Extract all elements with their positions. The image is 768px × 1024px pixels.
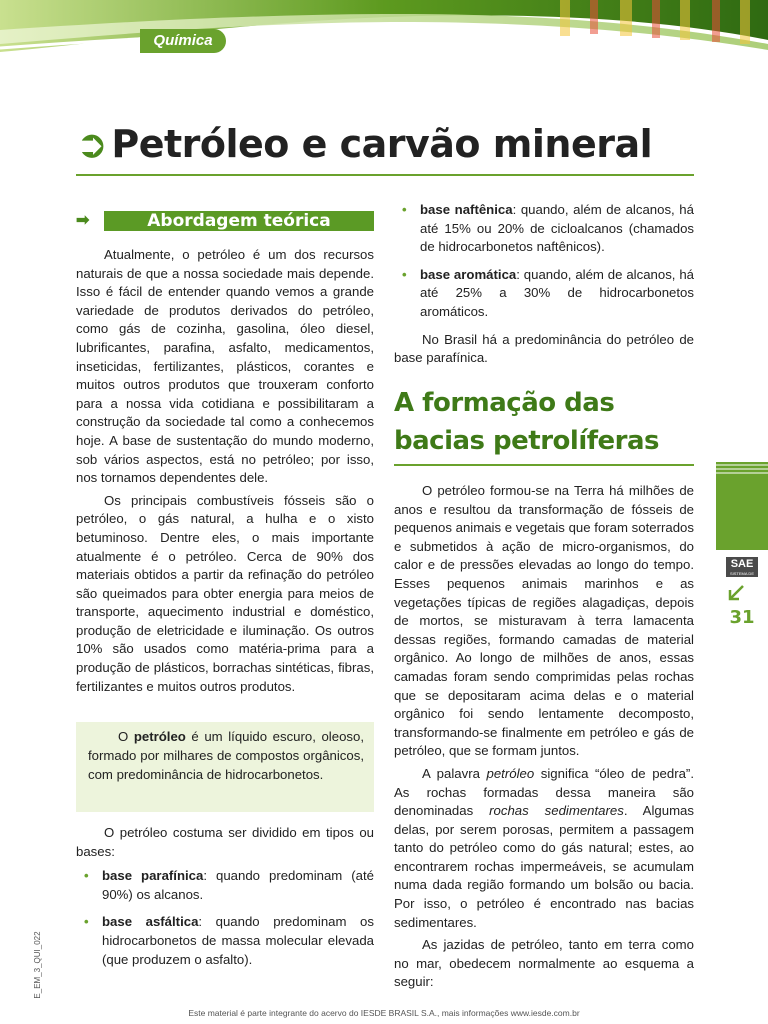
text-run: A palavra	[422, 765, 487, 781]
header-banner	[0, 0, 768, 62]
paragraph: Os principais combustíveis fósseis são o petróleo, o gás natural, a hulha e o xisto betuminoso. Dentre eles, o mais importante atualmente é o petróleo. Cerca de 90% dos materiais obtidos a partir da refinação do petróleo são queimados para obter energia para meios de transporte, aquecimento industrial e doméstico, produção de eletricidade e iluminação. Os outros 10% são usados como matéria-prima para a produção de plásticos, borrachas sintéticas, fibras, fertilizantes e muitos outros produtos.	[76, 492, 374, 694]
right-column-top	[394, 201, 694, 368]
type-desc: : quando predominam os hidrocarbonetos de massa molecular elevada (que produzem o asfalto).	[102, 914, 374, 967]
left-column	[76, 246, 374, 696]
arrow-right-icon: ➲	[76, 122, 108, 166]
paragraph	[394, 765, 694, 932]
right-column-formation	[394, 482, 694, 992]
text-run: significa “óleo de pedra”. As rochas formadas dessa maneira são denominadas	[394, 765, 694, 819]
type-desc: : quando predominam (até 90%) os alcanos.	[102, 868, 374, 902]
arrow-right-icon: ➡	[76, 212, 90, 229]
subsection-title: A formação das bacias petrolíferas	[394, 388, 660, 456]
chapter-title	[76, 116, 696, 172]
side-tab-stripes	[716, 462, 768, 476]
bullet-icon: •	[84, 868, 89, 884]
section-heading	[76, 211, 374, 231]
sae-logo-subtext: SISTEMA DE ENSINO	[729, 571, 754, 581]
sae-logo	[726, 557, 758, 581]
paragraph: O petróleo formou-se na Terra há milhões de anos e resultou da transformação de fósseis de pequenos animais e vegetais que foram soterrados e submetidos à ação de micro-organismos, do calor e de pressões elevadas ao longo do tempo. Esses pequenos animais marinhos e as vegetações típicas de regiões alagadiças, depois de mortos, se misturavam à terra lamacenta dessas regiões, formando camadas de material orgânico. Ao longo de milhões de anos, essas camadas foram sendo comprimidas pelas rochas que se depositaram acima delas e o material orgânico foi sendo lentamente decomposto, transformando-se finalmente em petróleo e gás de petróleo, que se formam juntos.	[394, 483, 694, 759]
document-code-text: E_EM_3_QUI_022	[33, 931, 42, 999]
types-intro: O petróleo costuma ser dividido em tipos ou bases:	[76, 825, 374, 859]
definition-term: petróleo	[133, 729, 186, 744]
brazil-note: No Brasil há a predominância do petróleo de base parafínica.	[394, 331, 694, 366]
bullet-icon: •	[84, 914, 89, 930]
list-item	[394, 201, 694, 257]
section-heading-label: Abordagem teórica	[147, 211, 331, 231]
definition-body: é um líquido escuro, oleoso, formado por milhares de compostos orgânicos, com predominância de hidrocarbonetos.	[88, 729, 364, 782]
text-run-italic: rochas sedimentares	[489, 803, 624, 819]
type-desc: : quando, além de alcanos, há até 15% ou 20% de cicloalcanos (chamados de hidrocarbonetos naftênicos).	[420, 202, 694, 255]
text-run-italic: petróleo	[486, 765, 535, 781]
type-desc: : quando, além de alcanos, há até 25% a 30% de hidrocarbonetos aromáticos.	[420, 266, 694, 319]
subject-tag: Química	[140, 29, 226, 53]
types-section	[76, 824, 374, 978]
bullet-icon: •	[402, 202, 407, 217]
list-item	[76, 913, 374, 969]
type-term: base naftênica	[420, 202, 513, 217]
paragraph: Atualmente, o petróleo é um dos recursos naturais de que a nossa sociedade mais depende. Isso é fácil de entender quando vemos a grande variedade de produtos derivados do petróleo, como gás de cozinha, gasolina, óleo diesel, lubrificantes, parafina, asfalto, medicamentos, inseticidas, fertilizantes, plásticos, corantes e muitos outros produtos que trouxeram conforto para a nossa vida cotidiana e possibilitaram a construção da sociedade tal como a conhecemos hoje. A base de sustentação do mundo moderno, sob vários aspectos, está no petróleo; por isso, nos tornamos dependentes dele.	[76, 247, 374, 486]
type-term: base asfáltica	[102, 914, 199, 930]
document-code	[30, 926, 46, 1006]
type-term: base parafínica	[102, 868, 204, 884]
type-term: base aromática	[420, 266, 517, 282]
definition-text	[88, 727, 364, 784]
footer-note: Este material é parte integrante do acervo do IESDE BRASIL S.A., mais informações www.iesde.com.br	[188, 1008, 580, 1018]
sae-logo-text: SAE	[730, 558, 754, 570]
definition-pre: O	[118, 729, 134, 744]
text-run: . Algumas delas, por serem porosas, permitem a passagem tanto do petróleo como do gás natural; estes, ao encontrarem rochas impermeáveis, se acumulam numa dada região formando um bolsão ou bacia. Por isso, o petróleo é encontrado nas bacias sedimentares.	[394, 803, 694, 930]
arrow-down-left-icon	[726, 583, 746, 603]
types-list-left	[76, 867, 374, 969]
chapter-title-text: Petróleo e carvão mineral	[111, 122, 653, 166]
types-list-right	[394, 201, 694, 322]
subsection-divider	[394, 464, 694, 466]
bullet-icon: •	[402, 266, 407, 282]
list-item	[394, 266, 694, 322]
list-item	[76, 867, 374, 904]
paragraph: As jazidas de petróleo, tanto em terra como no mar, obedecem normalmente ao esquema a seguir:	[394, 937, 694, 990]
title-divider	[76, 174, 694, 176]
page-number: 31	[729, 607, 755, 628]
